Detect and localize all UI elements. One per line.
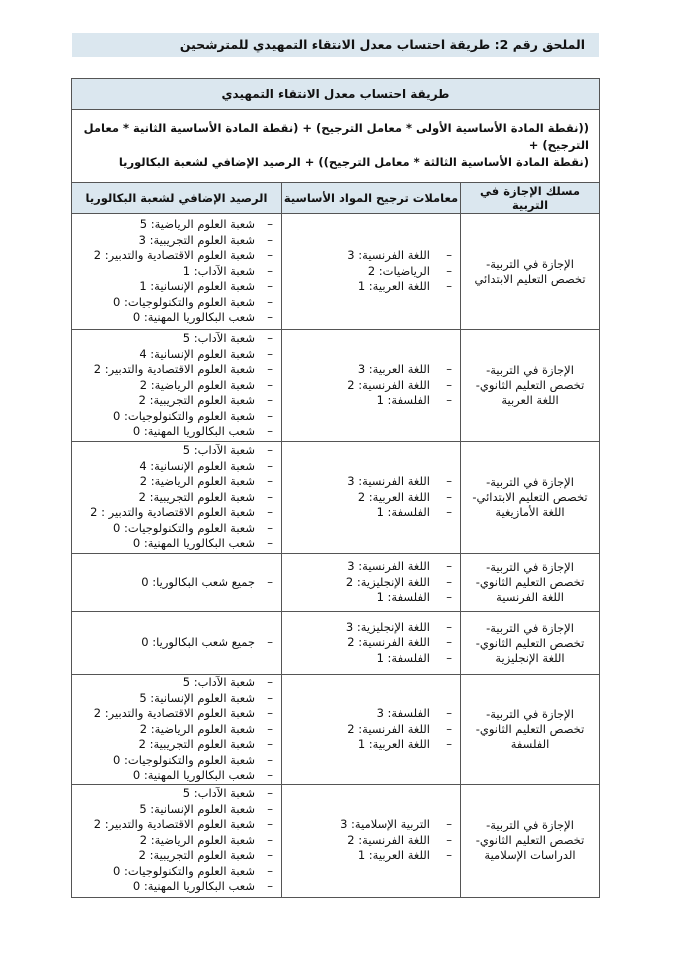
coefficient-item: – الرياضيات: 2 xyxy=(286,264,452,280)
formula-line-1: ((نقطة المادة الأساسية الأولى * معامل الترجيح) + (نقطة المادة الأساسية الثانية * معامل الترجيح) + xyxy=(83,121,589,152)
bonus-item: – شعبة العلوم والتكنولوجيات: 0 xyxy=(78,521,273,537)
bonus-item: – شعبة العلوم التجريبية: 2 xyxy=(78,848,273,864)
bonus-cell xyxy=(72,784,282,897)
coefficients-cell xyxy=(282,554,461,612)
coefficient-item: – اللغة الفرنسية: 2 xyxy=(286,635,452,651)
annex-title: الملحق رقم 2: طريقة احتساب معدل الانتقاء التمهيدي للمترشحين xyxy=(72,33,599,57)
table-row xyxy=(72,442,600,554)
table-row xyxy=(72,784,600,897)
formula xyxy=(72,110,600,183)
bonus-item: – شعبة الآداب: 1 xyxy=(78,264,273,280)
bonus-cell xyxy=(72,675,282,785)
bonus-item: – شعبة العلوم الاقتصادية والتدبير : 2 xyxy=(78,505,273,521)
track-cell: الإجازة في التربية- تخصص التعليم الثانوي- الدراسات الإسلامية xyxy=(461,784,600,897)
track-cell: الإجازة في التربية- تخصص التعليم الابتدائي- اللغة الأمازيغية xyxy=(461,442,600,554)
bonus-item: – شعبة العلوم والتكنولوجيات: 0 xyxy=(78,753,273,769)
bonus-cell xyxy=(72,214,282,330)
bonus-item: – شعبة العلوم الإنسانية: 5 xyxy=(78,691,273,707)
coefficient-item: – الفلسفة: 1 xyxy=(286,393,452,409)
coefficient-item: – الفلسفة: 3 xyxy=(286,706,452,722)
bonus-item: – شعبة العلوم والتكنولوجيات: 0 xyxy=(78,295,273,311)
coefficient-item: – الفلسفة: 1 xyxy=(286,651,452,667)
coefficient-item: – اللغة العربية: 2 xyxy=(286,490,452,506)
coefficients-cell xyxy=(282,330,461,442)
table-row xyxy=(72,675,600,785)
selection-average-table xyxy=(71,78,600,898)
bonus-cell xyxy=(72,442,282,554)
track-cell: الإجازة في التربية- تخصص التعليم الثانوي- اللغة العربية xyxy=(461,330,600,442)
bonus-item: – شعبة العلوم والتكنولوجيات: 0 xyxy=(78,864,273,880)
coefficients-cell xyxy=(282,675,461,785)
coefficients-cell xyxy=(282,612,461,675)
bonus-item: – شعبة العلوم الاقتصادية والتدبير: 2 xyxy=(78,817,273,833)
table-title: طريقة احتساب معدل الانتقاء التمهيدي xyxy=(72,79,600,110)
coefficient-item: – اللغة الفرنسية: 3 xyxy=(286,474,452,490)
coefficient-item: – اللغة الفرنسية: 2 xyxy=(286,722,452,738)
table-row xyxy=(72,330,600,442)
coefficient-item: – اللغة العربية: 1 xyxy=(286,279,452,295)
coefficient-item: – اللغة العربية: 3 xyxy=(286,362,452,378)
bonus-item: – شعبة العلوم الرياضية: 2 xyxy=(78,833,273,849)
coefficients-cell xyxy=(282,214,461,330)
bonus-item: – شعبة العلوم الإنسانية: 1 xyxy=(78,279,273,295)
table-row xyxy=(72,214,600,330)
header-bonus: الرصيد الإضافي لشعبة البكالوريا xyxy=(72,183,282,214)
track-cell: الإجازة في التربية- تخصص التعليم الثانوي- اللغة الإنجليزية xyxy=(461,612,600,675)
bonus-item: – شعبة الآداب: 5 xyxy=(78,675,273,691)
bonus-item: – شعب البكالوريا المهنية: 0 xyxy=(78,879,273,895)
coefficient-item: – اللغة الإنجليزية: 3 xyxy=(286,620,452,636)
header-coefficients: معاملات ترجيح المواد الأساسية xyxy=(282,183,461,214)
coefficients-cell xyxy=(282,442,461,554)
bonus-item: – شعبة العلوم الرياضية: 2 xyxy=(78,378,273,394)
coefficient-item: – اللغة الفرنسية: 2 xyxy=(286,833,452,849)
coefficients-cell xyxy=(282,784,461,897)
coefficient-item: – اللغة الفرنسية: 3 xyxy=(286,559,452,575)
bonus-cell xyxy=(72,330,282,442)
coefficient-item: – التربية الإسلامية: 3 xyxy=(286,817,452,833)
bonus-item: – جميع شعب البكالوريا: 0 xyxy=(78,575,273,591)
track-cell: الإجازة في التربية- تخصص التعليم الابتدائي xyxy=(461,214,600,330)
bonus-item: – شعب البكالوريا المهنية: 0 xyxy=(78,424,273,440)
track-cell: الإجازة في التربية- تخصص التعليم الثانوي- اللغة الفرنسية xyxy=(461,554,600,612)
table-row xyxy=(72,554,600,612)
bonus-item: – شعبة العلوم التجريبية: 2 xyxy=(78,490,273,506)
bonus-item: – شعبة العلوم الإنسانية: 5 xyxy=(78,802,273,818)
bonus-item: – شعبة العلوم والتكنولوجيات: 0 xyxy=(78,409,273,425)
bonus-cell xyxy=(72,612,282,675)
bonus-item: – شعبة العلوم الرياضية: 2 xyxy=(78,722,273,738)
bonus-item: – شعبة العلوم الاقتصادية والتدبير: 2 xyxy=(78,362,273,378)
formula-line-2: (نقطة المادة الأساسية الثالثة * معامل الترجيح)) + الرصيد الإضافي لشعبة البكالوريا xyxy=(118,155,589,169)
header-track: مسلك الإجازة في التربية xyxy=(461,183,600,214)
bonus-item: – شعبة العلوم الاقتصادية والتدبير: 2 xyxy=(78,248,273,264)
bonus-item: – شعب البكالوريا المهنية: 0 xyxy=(78,768,273,784)
coefficient-item: – اللغة العربية: 1 xyxy=(286,737,452,753)
bonus-item: – شعبة العلوم الرياضية: 5 xyxy=(78,217,273,233)
bonus-item: – شعبة العلوم الاقتصادية والتدبير: 2 xyxy=(78,706,273,722)
coefficient-item: – اللغة العربية: 1 xyxy=(286,848,452,864)
bonus-item: – شعبة الآداب: 5 xyxy=(78,331,273,347)
bonus-item: – شعبة العلوم الإنسانية: 4 xyxy=(78,347,273,363)
coefficient-item: – الفلسفة: 1 xyxy=(286,505,452,521)
bonus-item: – شعبة الآداب: 5 xyxy=(78,786,273,802)
bonus-item: – شعب البكالوريا المهنية: 0 xyxy=(78,310,273,326)
bonus-item: – جميع شعب البكالوريا: 0 xyxy=(78,635,273,651)
bonus-item: – شعبة العلوم التجريبية: 2 xyxy=(78,737,273,753)
bonus-item: – شعبة العلوم التجريبية: 3 xyxy=(78,233,273,249)
coefficient-item: – اللغة الفرنسية: 3 xyxy=(286,248,452,264)
coefficient-item: – الفلسفة: 1 xyxy=(286,590,452,606)
bonus-item: – شعبة العلوم الرياضية: 2 xyxy=(78,474,273,490)
bonus-item: – شعبة العلوم التجريبية: 2 xyxy=(78,393,273,409)
bonus-item: – شعبة العلوم الإنسانية: 4 xyxy=(78,459,273,475)
table-row xyxy=(72,612,600,675)
bonus-item: – شعب البكالوريا المهنية: 0 xyxy=(78,536,273,552)
bonus-item: – شعبة الآداب: 5 xyxy=(78,443,273,459)
coefficient-item: – اللغة الإنجليزية: 2 xyxy=(286,575,452,591)
coefficient-item: – اللغة الفرنسية: 2 xyxy=(286,378,452,394)
track-cell: الإجازة في التربية- تخصص التعليم الثانوي- الفلسفة xyxy=(461,675,600,785)
bonus-cell xyxy=(72,554,282,612)
